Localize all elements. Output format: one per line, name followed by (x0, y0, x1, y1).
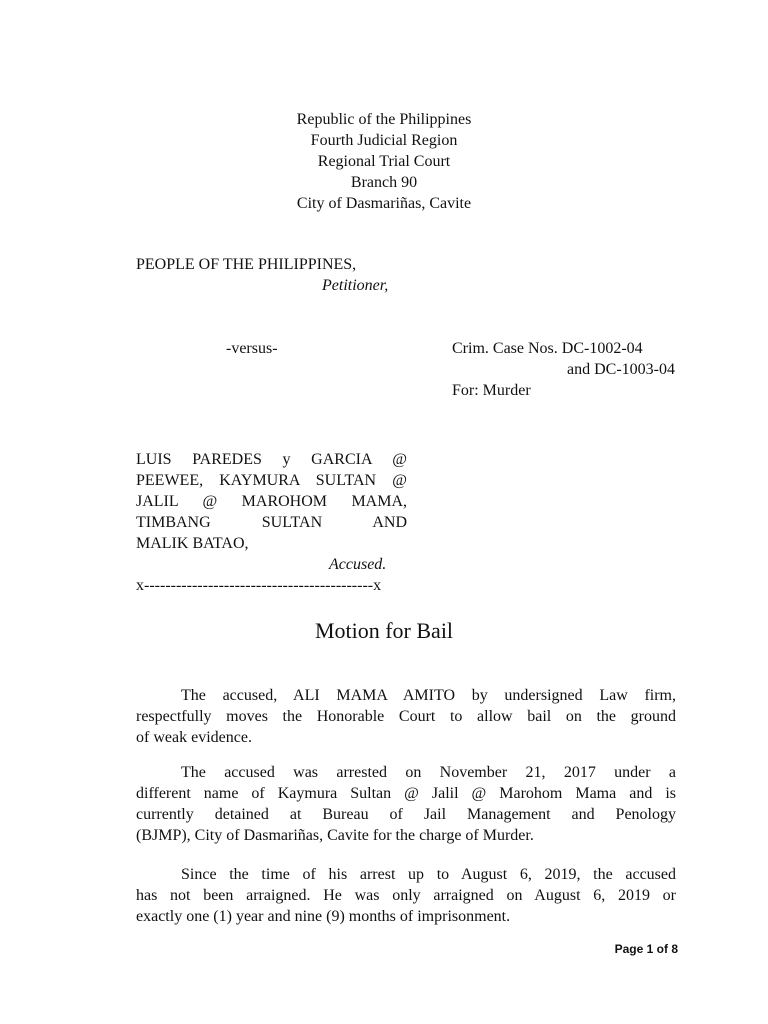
accused-line: LUIS PAREDES y GARCIA @ (136, 451, 407, 468)
accused-line: JALIL @ MAROHOM MAMA, (136, 493, 407, 510)
petitioner-role: Petitioner, (322, 277, 389, 294)
versus-label: -versus- (226, 340, 278, 357)
header-republic: Republic of the Philippines (296, 111, 472, 128)
petitioner-name: PEOPLE OF THE PHILIPPINES, (136, 256, 357, 273)
paragraph-line: Since the time of his arrest up to August 6, 2019, the accused (181, 866, 676, 883)
page-number (615, 941, 678, 957)
paragraph-line: The accused was arrested on November 21, 2017 under a (181, 764, 676, 781)
header-court: Regional Trial Court (317, 153, 451, 170)
accused-line: PEEWEE, KAYMURA SULTAN @ (136, 472, 407, 489)
accused-block (136, 449, 407, 596)
case-number-block (452, 338, 682, 401)
paragraph-line: The accused, ALI MAMA AMITO by undersigned Law firm, (181, 687, 676, 704)
paragraph-line: (BJMP), City of Dasmariñas, Cavite for the charge of Murder. (136, 827, 534, 844)
paragraph-line: respectfully moves the Honorable Court to allow bail on the ground (136, 708, 676, 725)
accused-line: TIMBANG SULTAN AND (136, 514, 407, 531)
caption-divider: x-------------------------------------------x (136, 577, 382, 594)
accused-role: Accused. (329, 556, 387, 573)
body-paragraph (136, 685, 676, 748)
body-paragraph (136, 762, 676, 846)
case-charge: For: Murder (452, 382, 531, 399)
header-region: Fourth Judicial Region (310, 132, 458, 149)
petitioner-block (136, 254, 436, 296)
header-branch: Branch 90 (350, 174, 418, 191)
page-current: 1 (646, 942, 654, 956)
case-number-line2: and DC-1003-04 (567, 361, 675, 378)
body-paragraph (136, 864, 676, 927)
case-number-line1: Crim. Case Nos. DC-1002-04 (452, 340, 643, 357)
paragraph-line: exactly one (1) year and nine (9) months of imprisonment. (136, 908, 511, 925)
page-of: of (653, 942, 672, 956)
paragraph-line: currently detained at Bureau of Jail Management and Penology (136, 806, 676, 823)
document-title: Motion for Bail (314, 618, 454, 643)
paragraph-line: has not been arraigned. He was only arraigned on August 6, 2019 or (136, 887, 676, 904)
page-total: 8 (671, 942, 678, 956)
accused-names (136, 449, 407, 554)
header-city: City of Dasmariñas, Cavite (296, 195, 472, 212)
paragraph-line: different name of Kaymura Sultan @ Jalil @ Marohom Mama and is (136, 785, 676, 802)
paragraph-line: of weak evidence. (136, 729, 252, 746)
accused-line: MALIK BATAO, (136, 535, 249, 552)
page-prefix: Page (614, 942, 647, 956)
court-header (0, 109, 768, 214)
